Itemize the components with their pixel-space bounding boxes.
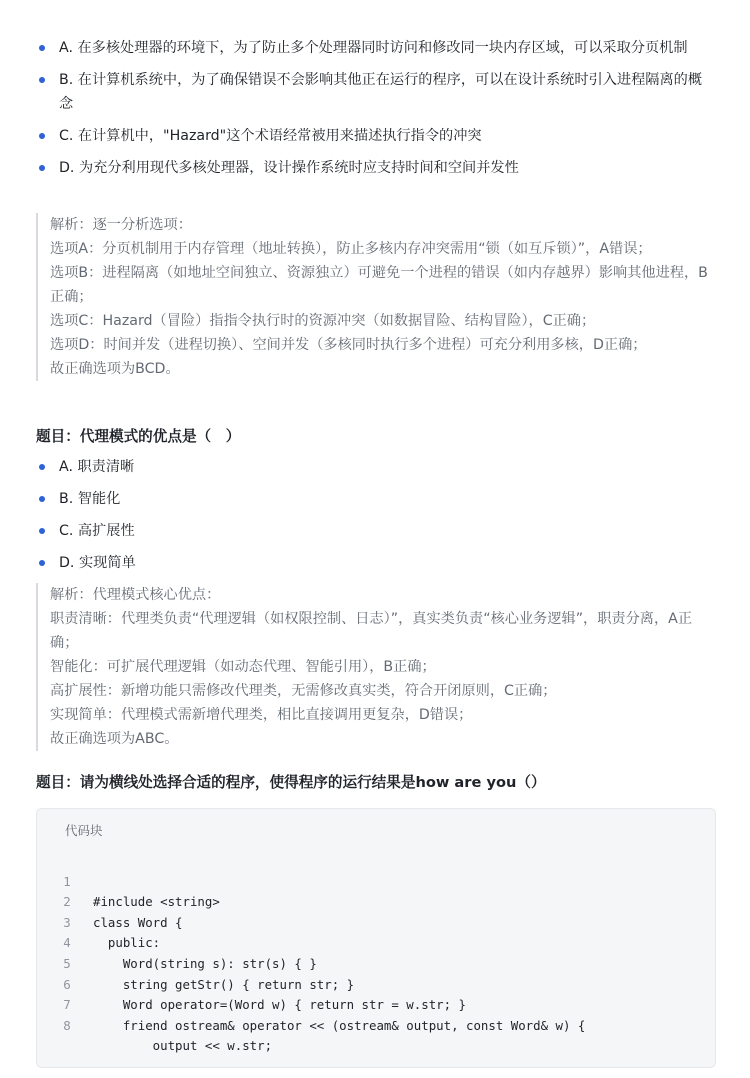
analysis-line: 选项B：进程隔离（如地址空间独立、资源独立）可避免一个进程的错误（如内存越界）影响其他进程，B正确； (50, 265, 708, 305)
line-number: 5 (63, 955, 71, 971)
code-text: class Word { (93, 914, 183, 930)
analysis-line: 选项D：时间并发（进程切换）、空间并发（多核同时执行多个进程）可充分利用多核，D正确； (50, 337, 647, 353)
q2-option-d (36, 551, 716, 575)
analysis-line: 故正确选项为ABC。 (50, 731, 179, 747)
bullet-icon (39, 77, 45, 83)
q1-option-d (36, 156, 716, 180)
option-text: A. 职责清晰 (59, 459, 135, 475)
line-number: 3 (63, 914, 71, 930)
analysis-line: 智能化：可扩展代理逻辑（如动态代理、智能引用），B正确； (50, 659, 436, 675)
q1-option-a (36, 36, 716, 60)
bullet-icon (39, 165, 45, 171)
code-block (36, 808, 716, 1068)
analysis-line: 实现简单：代理模式需新增代理类，相比直接调用更复杂，D错误； (50, 707, 473, 723)
q3-title: 题目：请为横线处选择合适的程序，使得程序的运行结果是how are you（） (36, 774, 546, 791)
analysis-line: 选项A：分页机制用于内存管理（地址转换），防止多核内存冲突需用“锁（如互斥锁）”，A错误； (50, 241, 652, 257)
code-lines (37, 851, 715, 1054)
line-number: 1 (63, 873, 71, 889)
analysis-line: 高扩展性：新增功能只需修改代理类，无需修改真实类，符合开闭原则，C正确； (50, 683, 557, 699)
analysis-line: 解析：代理模式核心优点： (50, 587, 221, 603)
q1-option-b (36, 68, 716, 116)
option-text: B. 在计算机系统中，为了确保错误不会影响其他正在运行的程序，可以在设计系统时引入进程隔离的概念 (59, 72, 703, 112)
bullet-icon (39, 560, 45, 566)
q2-analysis (36, 583, 716, 751)
analysis-line: 选项C：Hazard（冒险）指指令执行时的资源冲突（如数据冒险、结构冒险），C正确； (50, 313, 596, 329)
option-text: C. 高扩展性 (59, 523, 135, 539)
code-text: output << w.str; (93, 1038, 273, 1054)
bullet-icon (39, 133, 45, 139)
line-number: 2 (63, 894, 71, 910)
option-text: A. 在多核处理器的环境下，为了防止多个处理器同时访问和修改同一块内存区域，可以采取分页机制 (59, 40, 688, 56)
q2-option-b (36, 487, 716, 511)
q1-options (36, 36, 716, 180)
code-text: public: (93, 935, 161, 951)
code-block-header: 代码块 (65, 823, 103, 838)
bullet-icon (39, 464, 45, 470)
analysis-line: 故正确选项为BCD。 (50, 361, 180, 377)
q1-analysis (36, 213, 716, 381)
analysis-line: 解析：逐一分析选项： (50, 217, 192, 233)
option-text: D. 实现简单 (59, 555, 136, 571)
option-text: D. 为充分利用现代多核处理器，设计操作系统时应支持时间和空间并发性 (59, 160, 519, 176)
bullet-icon (39, 45, 45, 51)
line-number: 8 (63, 1017, 71, 1033)
option-text: B. 智能化 (59, 491, 121, 507)
bullet-icon (39, 528, 45, 534)
code-line (37, 851, 715, 910)
line-number: 4 (63, 935, 71, 951)
option-text: C. 在计算机中，"Hazard"这个术语经常被用来描述执行指令的冲突 (59, 128, 482, 144)
q1-option-c (36, 124, 716, 148)
code-text: string getStr() { return str; } (93, 976, 355, 992)
bullet-icon (39, 496, 45, 502)
code-text: friend ostream& operator << (ostream& output, const Word& w) { (93, 1017, 586, 1033)
q2-option-c (36, 519, 716, 543)
q2-title: 题目：代理模式的优点是（ ） (36, 428, 241, 445)
code-text: Word(string s): str(s) { } (93, 955, 317, 971)
line-number: 7 (63, 997, 71, 1013)
q2-option-a (36, 455, 716, 479)
line-number: 6 (63, 976, 71, 992)
q2-options (36, 455, 716, 575)
code-text: #include <string> (93, 894, 220, 910)
analysis-line: 职责清晰：代理类负责“代理逻辑（如权限控制、日志）”，真实类负责“核心业务逻辑”，职责分离，A正确； (50, 611, 693, 651)
code-text: Word operator=(Word w) { return str = w.str; } (93, 997, 466, 1013)
